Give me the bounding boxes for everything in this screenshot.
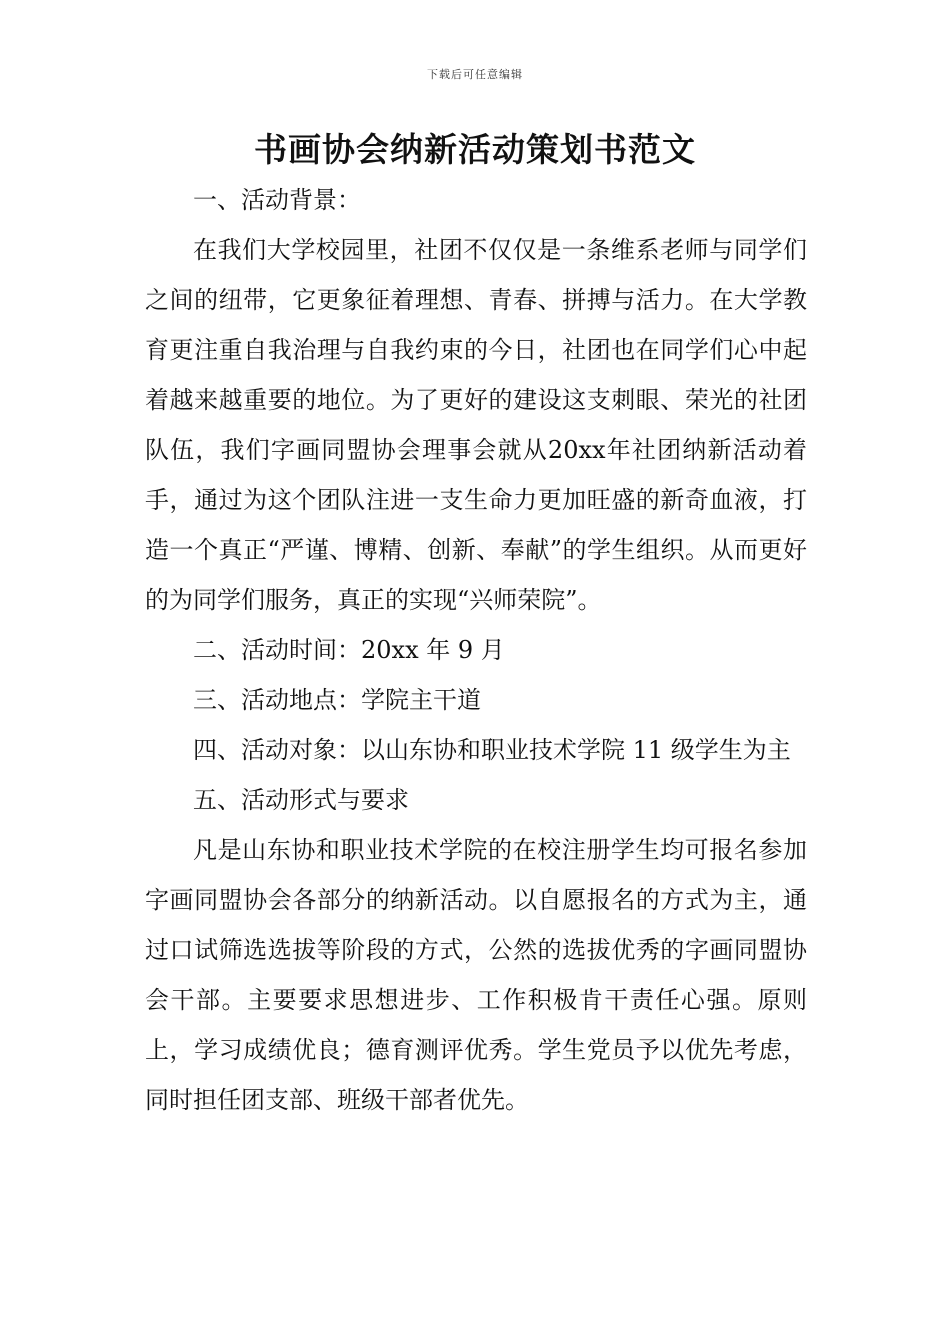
section-heading-time: 二、活动时间：20xx 年 9 月 (193, 636, 505, 664)
document-title: 书画协会纳新活动策划书范文 (254, 130, 696, 169)
section-heading-format: 五、活动形式与要求 (193, 786, 409, 814)
paragraph-requirements: 凡是山东协和职业技术学院的在校注册学生均可报名参加字画同盟协会各部分的纳新活动。以自愿报名的方式为主，通过口试筛选选拔等阶段的方式，公然的选拔优秀的字画同盟协会干部。主要要求思想进步、工作积极肯干责任心强。原则上，学习成绩优良；德育测评优秀。学生党员予以优先考虑，同时担任团支部、班级干部者优先。 (145, 836, 807, 1114)
section-heading-background: 一、活动背景： (193, 186, 361, 214)
section-heading-location: 三、活动地点：学院主干道 (193, 686, 481, 714)
document-body (145, 175, 807, 1125)
paragraph-background: 在我们大学校园里，社团不仅仅是一条维系老师与同学们之间的纽带，它更象征着理想、青春、拼搏与活力。在大学教育更注重自我治理与自我约束的今日，社团也在同学们心中起着越来越重要的地位。为了更好的建设这支刺眼、荣光的社团队伍，我们字画同盟协会理事会就从20xx年社团纳新活动着手，通过为这个团队注进一支生命力更加旺盛的新奇血液，打造一个真正“严谨、博精、创新、奉献”的学生组织。从而更好的为同学们服务，真正的实现“兴师荣院”。 (145, 236, 807, 614)
section-heading-audience: 四、活动对象：以山东协和职业技术学院 11 级学生为主 (193, 736, 791, 764)
download-note: 下载后可任意编辑 (427, 68, 523, 81)
